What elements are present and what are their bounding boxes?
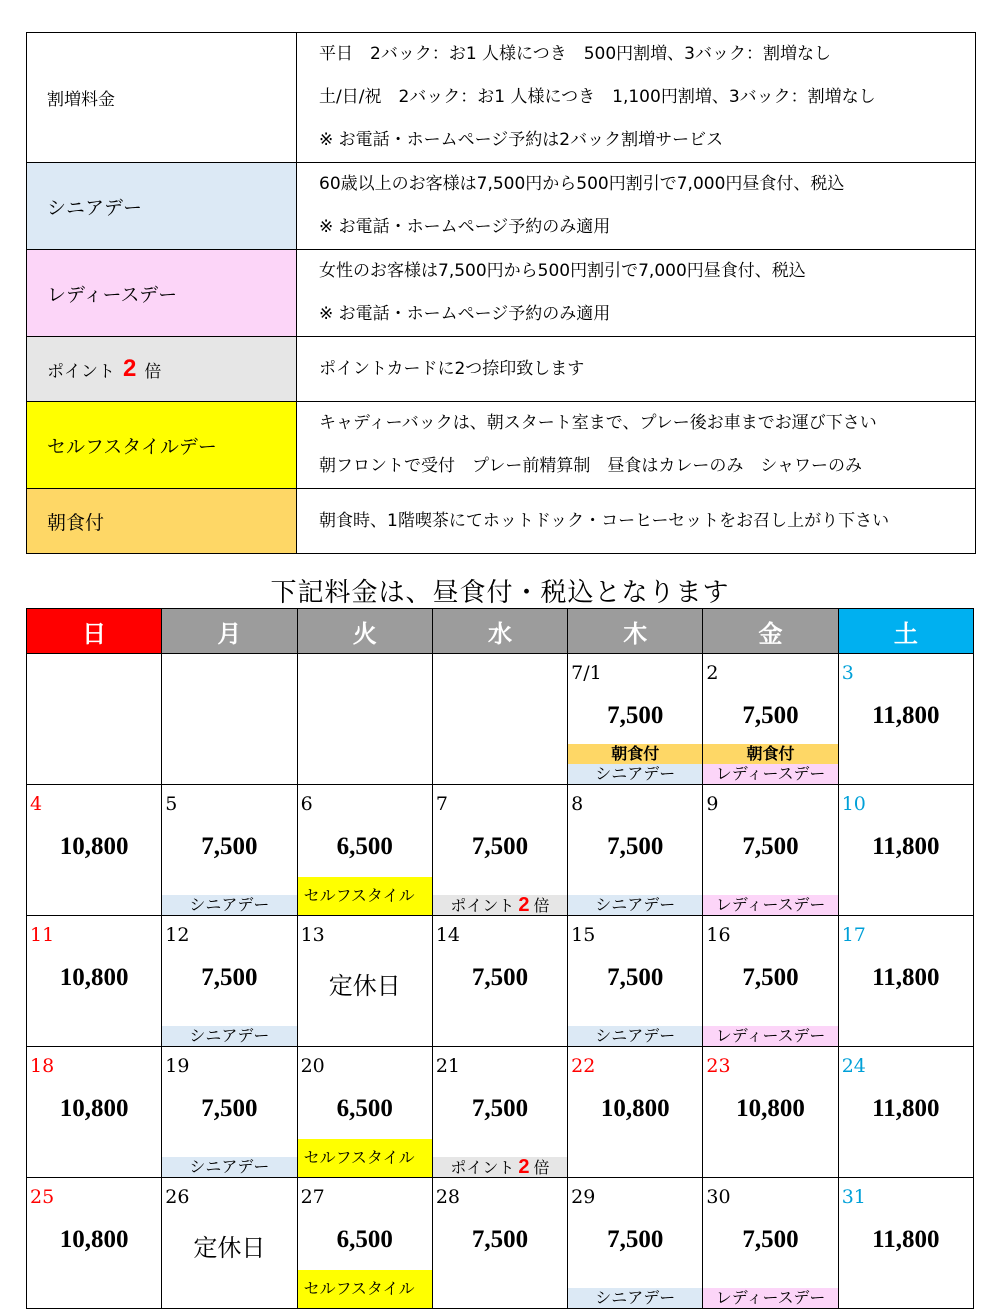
day-price: 11,800: [872, 964, 940, 991]
day-number: 22: [571, 1055, 596, 1077]
day-price: 11,800: [872, 1095, 940, 1122]
calendar-body: [27, 654, 974, 1309]
calendar-week-row: [27, 916, 974, 1047]
weekday-wednesday: 水: [432, 609, 567, 654]
day-number: 21: [435, 1055, 461, 1077]
info-line: 平日 2バック：お1 人様につき 500円割増、3バック：割増なし: [319, 44, 831, 64]
day-price: 11,800: [872, 702, 940, 729]
tag-self: セルフスタイル: [298, 1139, 432, 1177]
day-number: 6: [300, 793, 313, 815]
calendar-day-cell: [297, 1178, 432, 1309]
tag-senior: シニアデー: [568, 1288, 702, 1308]
day-price: 7,500: [201, 1095, 258, 1122]
info-description: [297, 250, 975, 336]
day-number: 17: [841, 924, 866, 946]
info-label: 割増料金: [27, 33, 297, 162]
day-price: 7,500: [742, 702, 799, 729]
day-number: 8: [571, 793, 584, 815]
day-number: 25: [30, 1186, 55, 1208]
calendar-day-cell: [703, 785, 838, 916]
day-number: 13: [300, 924, 325, 946]
day-number: 15: [571, 924, 596, 946]
calendar-day-cell: [432, 1178, 567, 1309]
info-line: 女性のお客様は7,500円から500円割引で7,000円昼食付、税込: [319, 261, 806, 281]
day-price: 7,500: [742, 1226, 799, 1253]
tag-lady: レディースデー: [703, 895, 837, 915]
info-description: [297, 489, 975, 553]
calendar-day-cell: [703, 1178, 838, 1309]
tag-text: ポイント: [450, 1158, 515, 1177]
day-price: 7,500: [742, 833, 799, 860]
calendar-day-cell: [162, 785, 297, 916]
weekday-thursday: 木: [568, 609, 703, 654]
day-price: 7,500: [471, 833, 529, 860]
tag-senior: シニアデー: [568, 895, 702, 915]
calendar-day-cell: [568, 916, 703, 1047]
info-line: 土/日/祝 2バック：お1 人様につき 1,100円割増、3バック：割増なし: [319, 87, 876, 107]
info-row-self-style-day: [27, 402, 975, 489]
calendar-empty-cell: [432, 654, 567, 785]
day-number: 16: [706, 924, 731, 946]
calendar-day-cell: [838, 1047, 973, 1178]
info-label: [27, 337, 297, 401]
calendar-day-cell: [568, 1047, 703, 1178]
info-label-text: 倍: [144, 361, 162, 382]
calendar-week-row: [27, 654, 974, 785]
day-price: 7,500: [201, 833, 258, 860]
info-label-multiplier: 2: [123, 355, 137, 382]
info-description: [297, 163, 975, 249]
weekday-sunday: 日: [27, 609, 162, 654]
day-price: 11,800: [872, 833, 940, 860]
calendar-week-row: [27, 785, 974, 916]
tag-multiplier: 2: [518, 894, 530, 916]
calendar-day-cell: [568, 654, 703, 785]
tag-breakfast: 朝食付: [703, 744, 837, 764]
info-label: 朝食付: [27, 489, 297, 553]
day-number: 10: [841, 793, 866, 815]
day-number: 3: [841, 662, 854, 684]
day-number: 11: [30, 924, 55, 946]
calendar-day-cell: [297, 1047, 432, 1178]
info-label: レディースデー: [27, 250, 297, 336]
info-line: ※ お電話・ホームページ予約は2バック割増サービス: [319, 130, 724, 150]
info-line: ※ お電話・ホームページ予約のみ適用: [319, 304, 611, 324]
calendar-week-row: [27, 1178, 974, 1309]
info-description: [297, 337, 975, 401]
calendar-day-cell: [703, 1047, 838, 1178]
day-price: 7,500: [607, 964, 664, 991]
day-number: 12: [165, 924, 190, 946]
calendar-day-cell: [432, 1047, 567, 1178]
day-number: 5: [165, 793, 178, 815]
day-number: 18: [30, 1055, 55, 1077]
info-row-ladies-day: [27, 250, 975, 337]
calendar-empty-cell: [27, 654, 162, 785]
day-price: 10,800: [59, 1095, 129, 1122]
day-number: 26: [165, 1186, 190, 1208]
tag-senior: シニアデー: [162, 1026, 296, 1046]
info-line: キャディーバックは、朝スタート室まで、プレー後お車までお運び下さい: [319, 413, 877, 433]
day-number: 27: [300, 1186, 325, 1208]
day-number: 28: [435, 1186, 461, 1208]
day-number: 20: [300, 1055, 325, 1077]
calendar-day-cell: [27, 785, 162, 916]
tag-point: [433, 1157, 567, 1177]
day-number: 9: [706, 793, 719, 815]
tag-lady: レディースデー: [703, 764, 837, 784]
tag-lady: レディースデー: [703, 1288, 837, 1308]
closed-day-label: 定休日: [328, 972, 401, 1000]
day-price: 7,500: [201, 964, 258, 991]
day-number: 30: [706, 1186, 731, 1208]
weekday-header-row: [27, 609, 974, 654]
tag-breakfast: 朝食付: [568, 744, 702, 764]
info-label: セルフスタイルデー: [27, 402, 297, 488]
day-number: 7/1: [571, 662, 602, 684]
day-price: 7,500: [607, 702, 664, 729]
tag-text: ポイント: [450, 896, 515, 915]
day-price: 10,800: [59, 964, 129, 991]
calendar-week-row: [27, 1047, 974, 1178]
day-number: 4: [30, 793, 43, 815]
calendar-day-cell: [838, 654, 973, 785]
day-price: 7,500: [742, 964, 799, 991]
calendar-day-cell: [162, 1047, 297, 1178]
day-price: 10,800: [736, 1095, 805, 1122]
day-price: 10,800: [59, 833, 129, 860]
calendar-day-cell: [568, 1178, 703, 1309]
calendar-empty-cell: [162, 654, 297, 785]
calendar-day-cell: [568, 785, 703, 916]
calendar-day-cell: [703, 654, 838, 785]
calendar-day-cell: [27, 1178, 162, 1309]
weekday-saturday: 土: [838, 609, 973, 654]
day-price: 11,800: [872, 1226, 940, 1253]
day-price: 7,500: [471, 1226, 529, 1253]
info-line: 朝フロントで受付 プレー前精算制 昼食はカレーのみ シャワーのみ: [319, 456, 862, 476]
info-description: [297, 402, 975, 488]
tag-self: セルフスタイル: [298, 877, 432, 915]
info-line: ポイントカードに2つ捺印致します: [319, 358, 585, 379]
day-number: 2: [706, 662, 719, 684]
tag-multiplier: 2: [518, 1156, 530, 1178]
info-line: 朝食時、1階喫茶にてホットドック・コーヒーセットをお召し上がり下さい: [319, 510, 890, 531]
info-row-senior-day: [27, 163, 975, 250]
info-row-double-points: [27, 337, 975, 402]
calendar-day-cell: [27, 1047, 162, 1178]
day-number: 29: [571, 1186, 596, 1208]
day-number: 14: [435, 924, 461, 946]
info-description: [297, 33, 975, 162]
calendar-day-cell: [703, 916, 838, 1047]
tag-senior: シニアデー: [568, 1026, 702, 1046]
calendar-day-cell: [297, 785, 432, 916]
info-line: 60歳以上のお客様は7,500円から500円割引で7,000円昼食付、税込: [319, 174, 845, 194]
calendar-day-cell: [432, 785, 567, 916]
day-price: 6,500: [336, 1095, 393, 1122]
day-number: 31: [841, 1186, 866, 1208]
day-price: 10,800: [600, 1095, 670, 1122]
info-label-text: ポイント: [47, 361, 115, 382]
day-price: 7,500: [607, 1226, 664, 1253]
info-row-surcharge: [27, 33, 975, 163]
calendar-empty-cell: [297, 654, 432, 785]
day-price: 6,500: [336, 833, 393, 860]
weekday-friday: 金: [703, 609, 838, 654]
calendar-day-cell: [162, 1178, 297, 1309]
calendar-day-cell: [297, 916, 432, 1047]
calendar-day-cell: [432, 916, 567, 1047]
day-number: 24: [841, 1055, 866, 1077]
calendar-day-cell: [27, 916, 162, 1047]
calendar-day-cell: [838, 785, 973, 916]
tag-point: [433, 895, 567, 915]
day-number: 19: [165, 1055, 190, 1077]
pricing-info-table: [26, 32, 976, 554]
day-price: 7,500: [471, 1095, 529, 1122]
tag-self: セルフスタイル: [298, 1270, 432, 1308]
day-number: 23: [706, 1055, 731, 1077]
tag-text: 倍: [533, 896, 550, 915]
weekday-monday: 月: [162, 609, 297, 654]
info-row-breakfast: [27, 489, 975, 554]
day-price: 6,500: [336, 1226, 393, 1253]
calendar-day-cell: [162, 916, 297, 1047]
tag-lady: レディースデー: [703, 1026, 837, 1046]
info-line: ※ お電話・ホームページ予約のみ適用: [319, 217, 611, 237]
calendar-heading: 下記料金は、昼食付・税込となります: [270, 578, 730, 608]
tag-senior: シニアデー: [162, 1157, 296, 1177]
weekday-tuesday: 火: [297, 609, 432, 654]
price-calendar: [26, 608, 974, 1309]
calendar-day-cell: [838, 916, 973, 1047]
closed-day-label: 定休日: [193, 1234, 266, 1262]
day-price: 10,800: [59, 1226, 129, 1253]
info-label: シニアデー: [27, 163, 297, 249]
day-number: 7: [435, 793, 448, 815]
day-price: 7,500: [607, 833, 664, 860]
tag-text: 倍: [533, 1158, 550, 1177]
tag-senior: シニアデー: [568, 764, 702, 784]
calendar-day-cell: [838, 1178, 973, 1309]
tag-senior: シニアデー: [162, 895, 296, 915]
day-price: 7,500: [471, 964, 529, 991]
